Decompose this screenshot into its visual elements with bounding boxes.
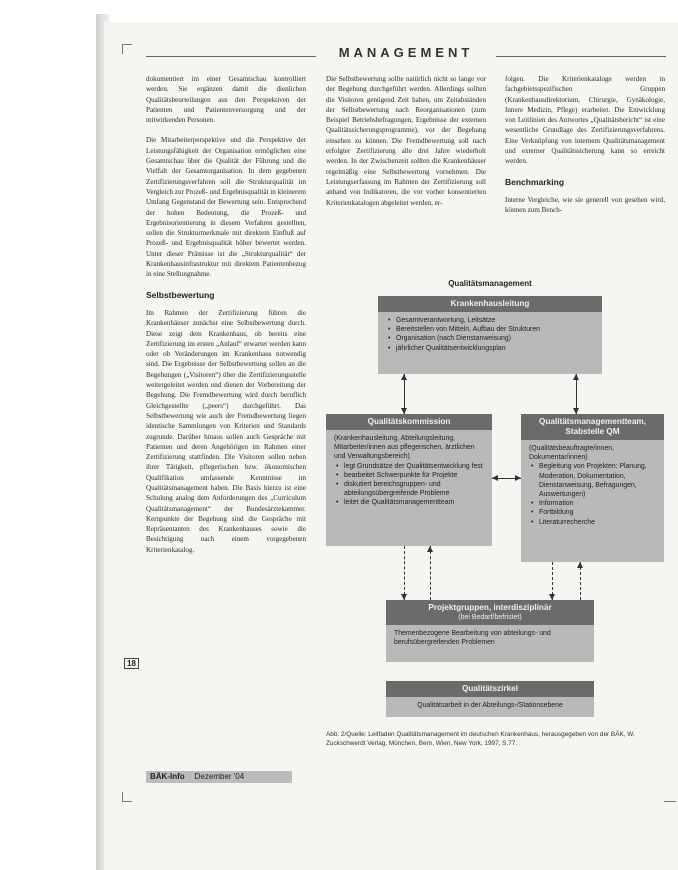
arrowhead <box>401 374 407 380</box>
list-item: • bearbeitet Schwerpunkte für Projekte <box>344 471 484 480</box>
connector-line <box>404 546 405 600</box>
arrowhead <box>573 408 579 414</box>
box-title <box>386 600 594 625</box>
footer-bar <box>146 771 292 783</box>
header-rule-right <box>496 56 666 57</box>
paragraph: folgen. Die Kriterienkataloge werden in fachgebietsspezifischen Gruppen (Krankenhausdirektorium, Chirurgie, Gynäkologie, Innere Medizin, Pflege) erarbeitet. Die Entwicklung von Leitlinien des Antwortes „Qualitätsbericht“ ist eine wesentliche Grundlage des Zertifizierungsverfahrens. Eine Verknüpfung von internem Qualitätsmanagement und externer Qualitätssicherung kann so erreicht werden. <box>505 75 665 166</box>
box-body <box>521 440 664 531</box>
box-title: Qualitätszirkel <box>386 681 594 697</box>
figure-caption: Abb. 2/Quelle: Leitfaden Qualitätsmanagement im deutschen Krankenhaus, herausgegeben von der BÄK, W. Zuckschwerdt Verlag, München, Bern, Wien, New York, 1997, S.77. <box>326 731 635 747</box>
text-column-2 <box>326 74 486 218</box>
box-body: Themenbezogene Bearbeitung von abteilungs- und berufsübergreifenden Problemen <box>394 630 551 647</box>
box-title: Qualitätskommission <box>326 414 492 430</box>
list-item: • leitet die Qualitätsmanagementteam <box>344 498 484 507</box>
paragraph: Die Mitarbeiterperspektive und die Perspektive der Leistungsfähigkeit der Organisation ermöglichen eine Gesamtschau über die Qualität der Führung und die Vielfalt der Gesamtorganisation. In dem gegebenen Zertifizierungsverfahren soll die Strukturqualität im Vergleich zur Prozeß- und Ergebnisqualität in kleinerem Umfang Gegenstand der Bewertung sein. Entsprechend der hohen Bedeutung, die Prozeß- und Ergebnisorientierung in diesem Verfahren gestellten, sollen die Strukturmerkmale mit direktem Einfluß auf Prozeß- und Ergebnisqualität höher bewertet werden. Unter dieser Prämisse ist die „Strukturqualität“ der Krankenhausinfrastruktur mit direktem Patientenbezug in eine Stellungnahme. <box>146 136 306 279</box>
list-item: • Gesamtverantwortung, Leitsätze <box>396 316 594 325</box>
text-column-3 <box>505 74 665 226</box>
list-item: • Fortbildung <box>539 508 656 517</box>
arrowhead <box>401 594 407 600</box>
paragraph: dokumentiert im einer Gesamtschau kontrolliert werden. Sie ergänzen damit die dienlichen Qualitätsbeurteilungen aus den Perspektiven der Patienten und Patientenversorgung und der mitwirkenden Personen. <box>146 75 306 125</box>
list-item: • Information <box>539 499 656 508</box>
box-body <box>378 312 602 357</box>
box-qualitaetskommission <box>326 414 492 546</box>
list-item: • jährlicher Qualitätsentwicklungsplan <box>396 344 594 353</box>
arrowhead <box>492 475 498 481</box>
list-item: • Organisation (nach Dienstanweisung) <box>396 334 594 343</box>
box-title: Qualitätsmanagementteam, Stabstelle QM <box>521 414 664 440</box>
box-title-main: Projektgruppen, interdisziplinär <box>428 603 552 612</box>
crop-mark <box>664 801 676 802</box>
box-body <box>326 430 492 512</box>
box-intro: (Krankenhausleitung, Abteilungsleitung, Mitarbeiter/innen aus pflegerischen, ärztlichen und Verwaltungsbereich) <box>334 435 475 461</box>
section-header: MANAGEMENT <box>326 44 486 62</box>
paragraph: Die Selbstbewertung sollte natürlich nicht so lange vor der Begehung durchgeführt werden. Allerdings sollten die Visitoren genügend Zeit haben, um Zeitabständen der Selbstbewertung nach Reorganisationen (zum Beispiel Betriebsbefragungen, Ergebnisse der externen Qualitätssicherungsprogramme), vor der Begehung einsehen zu können. Die Fremdbewertung soll nach erfolgter Zertifizierung alle drei Jahre wiederholt werden. In der Zwischenzeit sollten die Krankenhäuser regelmäßig eine Selbstbewertung vornehmen. Die Leistungserfassung im Rahmen der Zertifizierung soll anhand von Indikatoren, die vor vorher konsentierten Kriterienkatalogen abgeleitet werden, er- <box>326 75 486 207</box>
arrowhead <box>401 408 407 414</box>
box-qualitaetsmanagementteam <box>521 414 664 562</box>
list-item: • Begleitung von Projekten: Planung, Moderation, Dokumentation, Dienstanweisung, Befragungen, Auswertungen) <box>539 462 656 499</box>
list-item: • diskutiert bereichsgruppen- und abteilungsübergreifende Probleme <box>344 480 484 498</box>
box-body: Qualitätsarbeit in der Abteilungs-/Stationsebene <box>417 702 563 709</box>
arrowhead <box>549 594 555 600</box>
diagram-title: Qualitätsmanagement <box>448 279 532 288</box>
box-title: Krankenhausleitung <box>378 296 602 312</box>
paragraph: Im Rahmen der Zertifizierung führen die Krankenhäuser zunächst eine Selbstbewertung durch. Diese zeigt dem Krankenhaus, ob bereits eine Zertifizierung im ersten „Anlauf“ erwartet werden kann oder ob Veränderungen im Krankenhaus notwendig sind. Die Ergebnisse der Selbstbewertung sollen an die Begehungen („Visitoren“) über die Zertifizierungsstelle weitergeleitet werden und dienen der Vorbereitung der Begehung. Die Fremdbewertung wird durch beruflich Gleichgestellte („peers“) durchgeführt. Das Selbstbewertung wie auch der Fremdbewertung liegen identische Sammlungen von Kriterien und Standards zugrunde. Darüber hinaus sollen auch Gespräche mit Patienten und deren Angehörigen im Rahmen einer Zertifizierung stattfinden. Die Visitoren sollen neben ihrer Tätigkeit, pflegerischen bzw. ökonomischen Qualifikation umfassende Kenntnisse im Qualitätsmanagement haben. Die Basis hierzu ist eine Schulung analog dem Anforderungen des „Curriculum Qualitätsmanagement“ der Bundesärztekammer. Kernpunkte der Begehung sind die Gespräche mit Repräsentanten des Krankenhauses sowie die Besichtigung nach einem vorgegebenen Kriterienkatalog. <box>146 308 306 554</box>
box-intro: (Qualitätsbeauftragte/innen, Dokumentar/innen) <box>529 445 615 462</box>
footer-brand: BÄK-Info <box>150 772 185 781</box>
box-projektgruppen <box>386 600 594 662</box>
box-subtitle: (bei Bedarf/befristet) <box>458 614 522 621</box>
connector-line <box>430 546 431 600</box>
subheading-selbstbewertung: Selbstbewertung <box>146 289 215 300</box>
arrowhead <box>573 374 579 380</box>
list-item: • Literaturrecherche <box>539 518 656 527</box>
text-column-1 <box>146 74 306 565</box>
list-item: • Bereitstellen von Mitteln, Aufbau der Strukturen <box>396 325 594 334</box>
list-item: • legt Grundsätze der Qualitätsentwicklung fest <box>344 462 484 471</box>
box-krankenhausleitung <box>378 296 602 374</box>
crop-mark <box>122 801 132 802</box>
paragraph: Interne Vergleiche, wie sie generell von gesehen wird, können zum Bench- <box>505 195 665 215</box>
box-qualitaetszirkel <box>386 681 594 717</box>
crop-mark <box>122 44 123 54</box>
arrowhead <box>577 562 583 568</box>
crop-mark <box>122 44 132 45</box>
subheading-benchmarking: Benchmarking <box>505 176 565 187</box>
footer-date: Dezember '04 <box>194 772 245 781</box>
header-rule-left <box>146 56 316 57</box>
arrowhead <box>515 475 521 481</box>
arrowhead <box>427 546 433 552</box>
page-number: 18 <box>124 658 139 669</box>
